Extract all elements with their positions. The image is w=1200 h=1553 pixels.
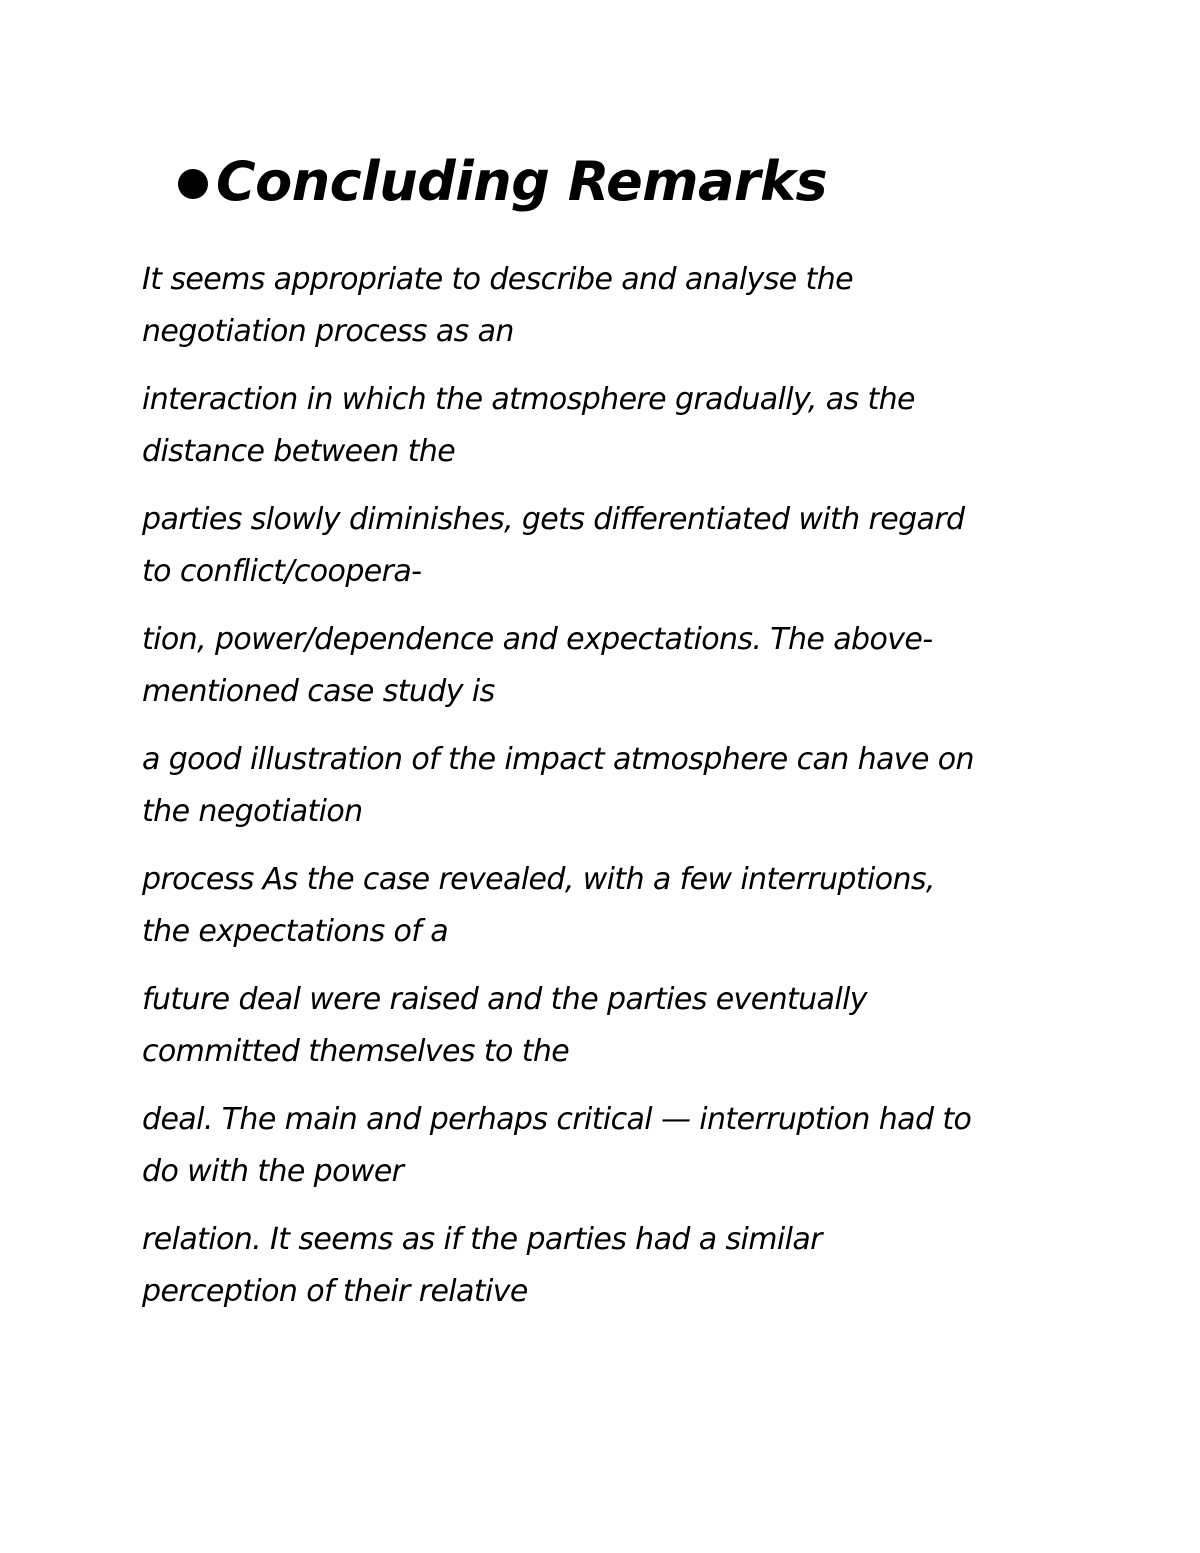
text-line: interaction in which the atmosphere gradually, as the: [142, 382, 915, 417]
text-line: relation. It seems as if the parties had a similar: [142, 1222, 822, 1257]
bullet-icon: [178, 169, 208, 199]
paragraph: [142, 854, 1082, 958]
heading-text: Concluding Remarks: [216, 150, 828, 213]
paragraph: [142, 494, 1082, 598]
text-line: process As the case revealed, with a few interruptions,: [142, 862, 935, 897]
text-line: deal. The main and perhaps critical — interruption had to: [142, 1102, 972, 1137]
text-line: future deal were raised and the parties eventually: [142, 982, 867, 1017]
section-heading: [178, 150, 827, 213]
text-line: tion, power/dependence and expectations. The above-: [142, 622, 933, 657]
text-line: a good illustration of the impact atmosphere can have on: [142, 742, 974, 777]
paragraph: [142, 734, 1082, 838]
text-line: to conflict/coopera-: [142, 554, 422, 589]
text-line: do with the power: [142, 1154, 404, 1189]
text-line: the expectations of a: [142, 914, 448, 949]
text-line: committed themselves to the: [142, 1034, 570, 1069]
paragraph: [142, 374, 1082, 478]
paragraph: [142, 974, 1082, 1078]
body-text: [142, 254, 1082, 1334]
text-line: perception of their relative: [142, 1274, 528, 1309]
paragraph: [142, 1214, 1082, 1318]
paragraph: [142, 1094, 1082, 1198]
text-line: the negotiation: [142, 794, 363, 829]
text-line: negotiation process as an: [142, 314, 514, 349]
text-line: parties slowly diminishes, gets differentiated with regard: [142, 502, 965, 537]
text-line: mentioned case study is: [142, 674, 495, 709]
paragraph: [142, 614, 1082, 718]
text-line: It seems appropriate to describe and analyse the: [142, 262, 853, 297]
paragraph: [142, 254, 1082, 358]
text-line: distance between the: [142, 434, 456, 469]
